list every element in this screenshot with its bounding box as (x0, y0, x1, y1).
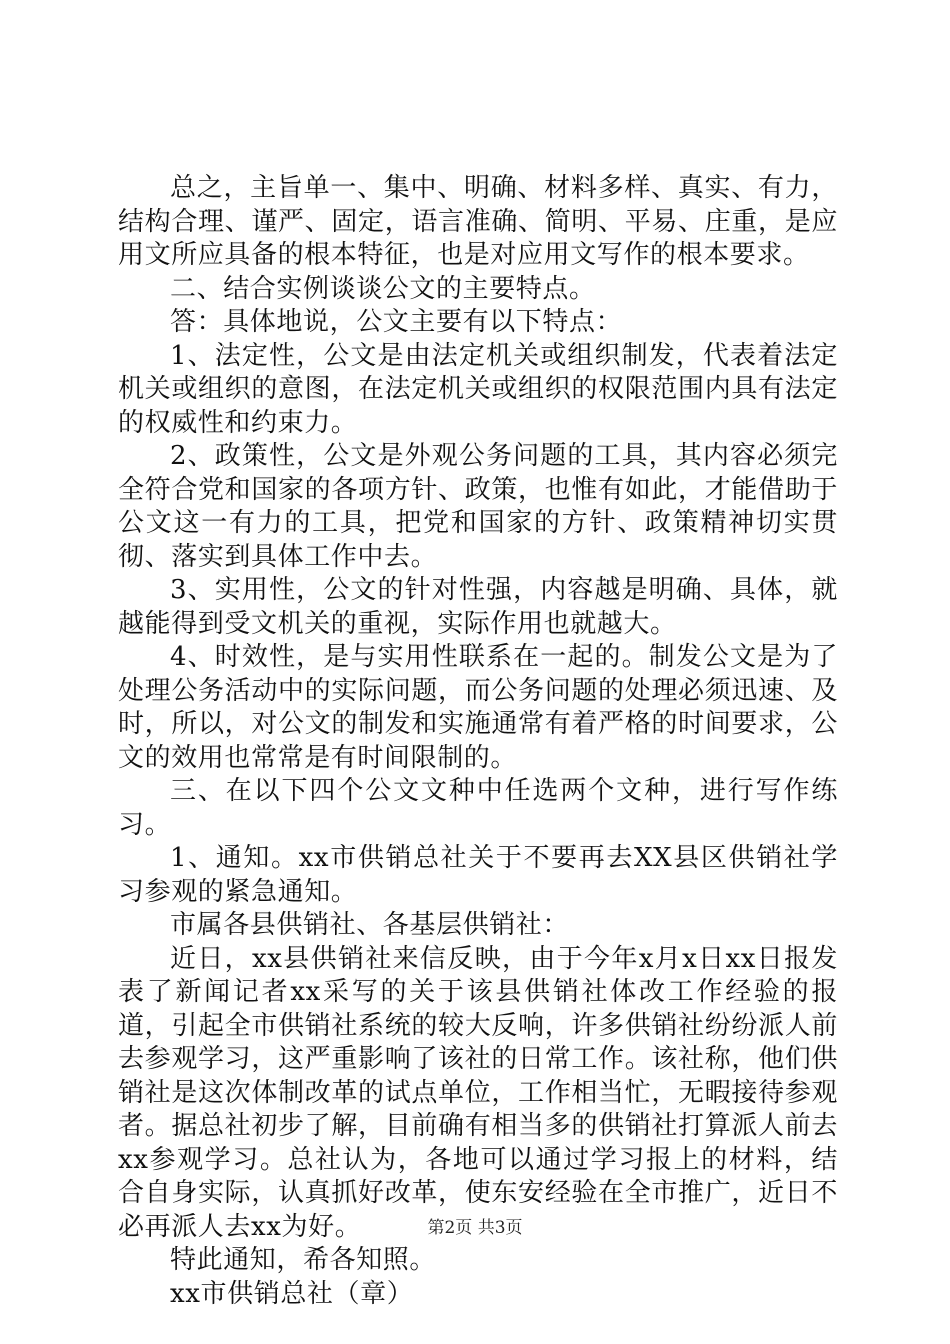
heading-section-three: 三、在以下四个公文文种中任选两个文种，进行写作练习。 (118, 776, 838, 840)
paragraph-notice-closing: 特此通知，希各知照。 (170, 1245, 437, 1275)
paragraph-point-practicality: 3、实用性，公文的针对性强，内容越是明确、具体，就越能得到受文机关的重视，实际作用也就越大。 (118, 575, 838, 639)
paragraph-notice-title: 1、通知。xx市供销总社关于不要再去XX县区供销社学习参观的紧急通知。 (118, 843, 838, 907)
paragraph-point-timeliness: 4、时效性，是与实用性联系在一起的。制发公文是为了处理公务活动中的实际问题，而公务问题的处理必须迅速、及时，所以，对公文的制发和实施通常有着严格的时间要求，公文的效用也常常是有时间限制的。 (118, 642, 838, 773)
paragraph-point-legality: 1、法定性，公文是由法定机关或组织制发，代表着法定机关或组织的意图，在法定机关或组织的权限范围内具有法定的权威性和约束力。 (118, 340, 838, 438)
paragraph-notice-signature: xx市供销总社（章） (170, 1278, 414, 1309)
paragraph-point-policy: 2、政策性，公文是外观公务问题的工具，其内容必须完全符合党和国家的各项方针、政策，也惟有如此，才能借助于公文这一有力的工具，把党和国家的方针、政策精神切实贯彻、落实到具体工作中去。 (118, 441, 838, 572)
page-number-footer: 第2页 共3页 (427, 1218, 523, 1238)
paragraph-notice-body: 近日，xx县供销社来信反映，由于今年x月x日xx日报发表了新闻记者xx采写的关于该县供销社体改工作经验的报道，引起全市供销社系统的较大反响，许多供销社纷纷派人前去参观学习，这严重影响了该社的日常工作。该社称，他们供销社是这次体制改革的试点单位，工作相当忙，无暇接待参观者。据总社初步了解，目前确有相当多的供销社打算派人前去xx参观学习。总社认为，各地可以通过学习报上的材料，结合自身实际，认真抓好改革，使东安经验在全市推广，近日不必再派人去xx为好。 (118, 943, 838, 1242)
paragraph-notice-recipients: 市属各县供销社、各基层供销社： (170, 910, 570, 940)
paragraph-answer-intro: 答：具体地说，公文主要有以下特点： (170, 307, 623, 337)
paragraph-summary: 总之，主旨单一、集中、明确、材料多样、真实、有力，结构合理、谨严、固定，语言准确、简明、平易、庄重，是应用文所应具备的根本特征，也是对应用文写作的根本要求。 (118, 173, 838, 270)
heading-section-two: 二、结合实例谈谈公文的主要特点。 (170, 273, 596, 304)
document-body (118, 172, 838, 1311)
